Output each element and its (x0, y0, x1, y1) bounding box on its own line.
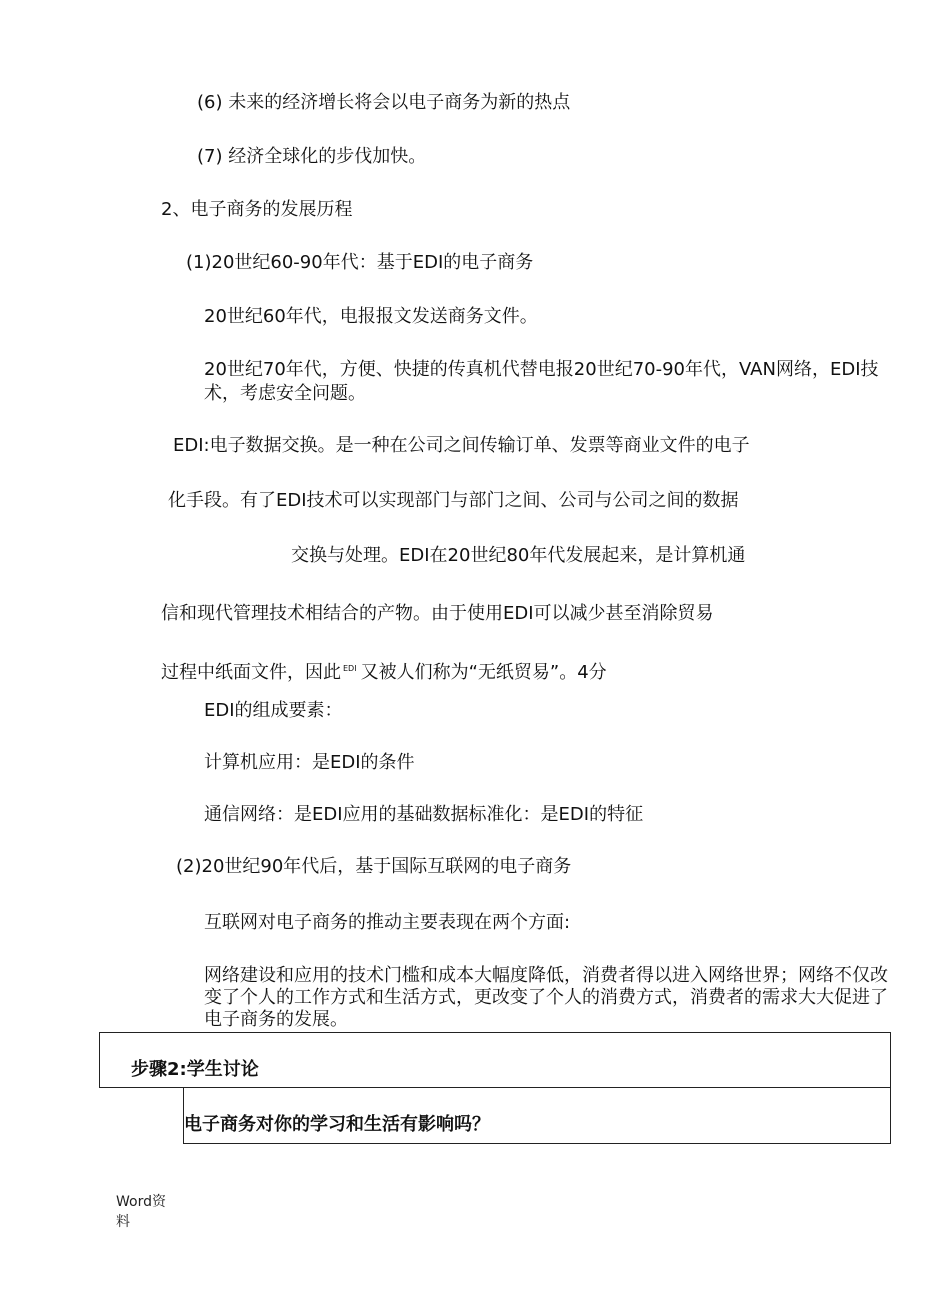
edi-definition-line-3: 交换与处理。EDI在20世纪80年代发展起来，是计算机通 (291, 545, 746, 566)
footer-line-1: Word资 (116, 1194, 166, 1210)
section-heading: 2、电子商务的发展历程 (161, 199, 353, 220)
paragraph-70s: 20世纪70年代，方便、快捷的传真机代替电报20世纪70-90年代，VAN网络，EDI技术，考虑安全问题。 (204, 359, 879, 404)
step-title: 步骤2:学生讨论 (131, 1059, 259, 1080)
edi-component-2: 通信网络：是EDI应用的基础数据标准化：是EDI的特征 (204, 804, 644, 825)
edi-definition-line-5 (161, 657, 607, 685)
paragraph-60s: 20世纪60年代，电报报文发送商务文件。 (204, 306, 538, 327)
list-item-7: (7) 经济全球化的步伐加快。 (197, 146, 427, 167)
subsection-heading-2: (2)20世纪90年代后，基于国际互联网的电子商务 (176, 856, 572, 877)
edi-definition-line-4: 信和现代管理技术相结合的产物。由于使用EDI可以减少甚至消除贸易 (161, 603, 714, 624)
internet-intro: 互联网对电子商务的推动主要表现在两个方面: (204, 912, 571, 933)
footer-line-2: 料 (116, 1214, 130, 1230)
edi-component-1: 计算机应用：是EDI的条件 (204, 752, 415, 773)
edi-superscript: EDI (343, 664, 357, 673)
internet-detail: 网络建设和应用的技术门槛和成本大幅度降低，消费者得以进入网络世界；网络不仅改变了个人的工作方式和生活方式，更改变了个人的消费方式，消费者的需求大大促进了电子商务的发展。 (204, 965, 888, 1030)
footer-label (116, 1192, 166, 1232)
subsection-heading-1: (1)20世纪60-90年代：基于EDI的电子商务 (186, 252, 534, 273)
edi-definition-line-5-end: 又被人们称为“无纸贸易”。4分 (360, 662, 607, 683)
edi-definition-line-1: EDI:电子数据交换。是一种在公司之间传输订单、发票等商业文件的电子 (173, 435, 750, 456)
discussion-question: 电子商务对你的学习和生活有影响吗？ (184, 1114, 490, 1135)
edi-definition-line-5-start: 过程中纸面文件，因此 (161, 662, 341, 683)
edi-definition-line-2: 化手段。有了EDI技术可以实现部门与部门之间、公司与公司之间的数据 (168, 490, 739, 511)
list-item-6: (6) 未来的经济增长将会以电子商务为新的热点 (197, 92, 571, 113)
edi-components-heading: EDI的组成要素： (204, 700, 343, 721)
